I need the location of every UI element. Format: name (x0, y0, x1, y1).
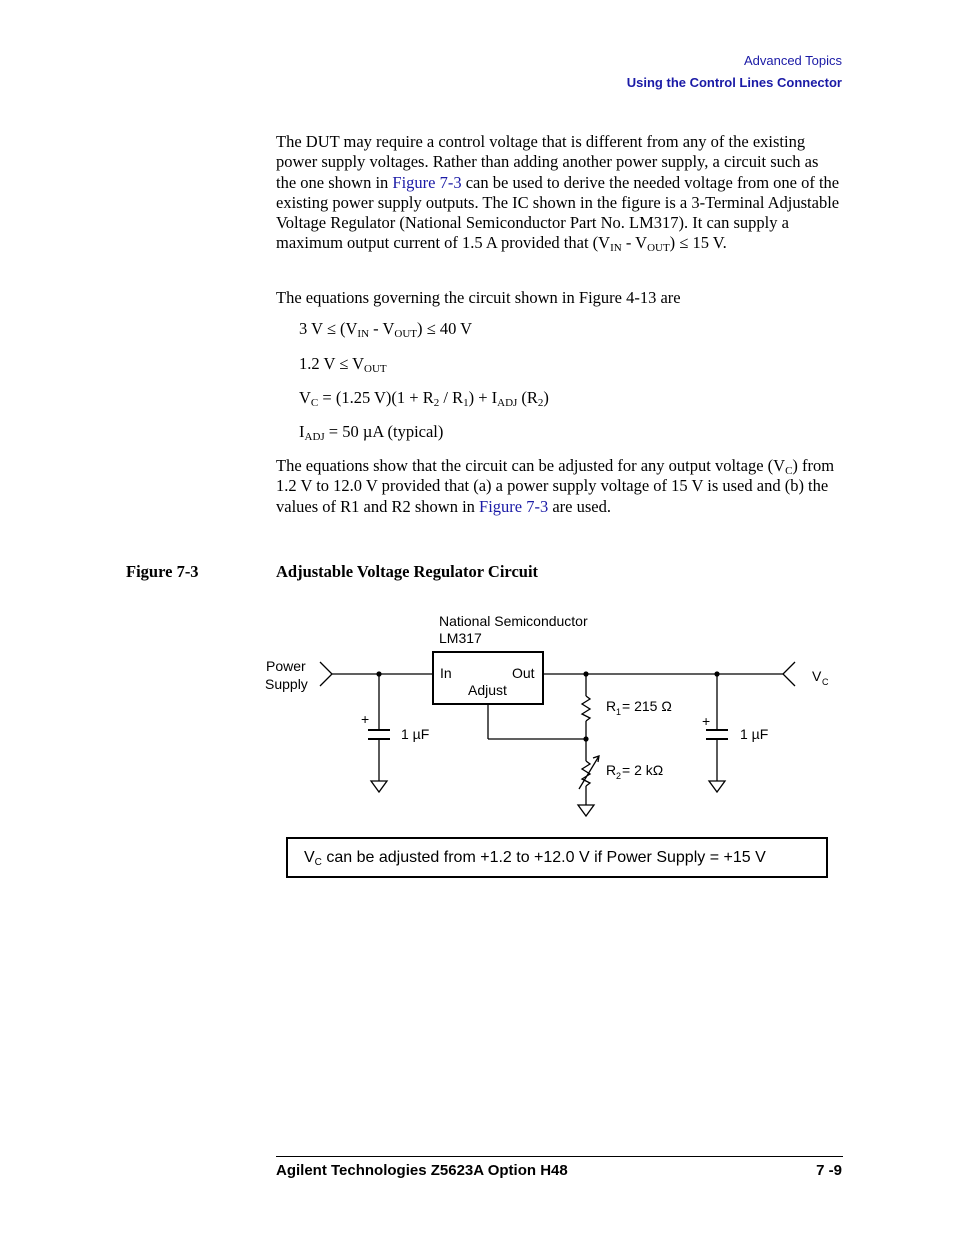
cap1-plus: + (361, 711, 370, 727)
ic-pin-adjust: Adjust (468, 682, 507, 698)
power-supply-label: Power (266, 658, 306, 674)
ic-pin-out: Out (512, 665, 535, 681)
ground-icon (709, 781, 725, 792)
r2-value: = 2 kΩ (622, 762, 664, 778)
power-input-arrow (320, 662, 332, 686)
cap2-value: 1 µF (740, 726, 769, 742)
r1-resistor (582, 696, 590, 721)
equation-2: 1.2 $V \le V_{OUT}$ (299, 354, 387, 375)
ic-label-part: LM317 (439, 630, 482, 646)
r1-label: R (606, 698, 617, 714)
header-section[interactable]: Advanced Topics (743, 53, 842, 68)
ground-icon (578, 805, 594, 816)
cap1-value: 1 µF (401, 726, 430, 742)
paragraph-conclusion: The equations show that the circuit can be adjusted for any output voltage $(V_C)$ from 1.2 V to 12.0 V provided that (a) a power supply voltage of 15 V is used and (b) the values of R1 and R2 shown in Figure 7-3 are used. (276, 456, 835, 516)
figure-link[interactable]: Figure 7-3 (392, 172, 462, 192)
footer-title: Agilent Technologies Z5623A Option H48 (276, 1162, 568, 1179)
paragraph-equations-intro: The equations governing the circuit shown in Figure 4-13 are (276, 288, 681, 307)
ic-label-manufacturer: National Semiconductor (439, 613, 588, 629)
footer-rule (276, 1156, 843, 1157)
header-subsection[interactable]: Using the Control Lines Connector (626, 75, 842, 90)
paragraph-intro: The DUT may require a control voltage that is different from any of the existing power supply voltages. Rather than adding another power supply, a circuit such as the one shown in Figure 7-3 can be used to derive the needed voltage from one of the existing power supply outputs. The IC shown in the figure is a 3-Terminal Adjustable Voltage Regulator (National Semiconductor Part No. LM317). It can supply a maximum output current of 1.5 A provided that $(V_{IN} - V_{OUT}) \le 15$ V. (276, 132, 840, 255)
ground-icon (371, 781, 387, 792)
r2-label-sub: 2 (616, 771, 622, 781)
figure-title: Adjustable Voltage Regulator Circuit (276, 562, 539, 581)
figure-number: Figure 7-3 (126, 562, 199, 581)
vc-output-arrow (783, 662, 795, 686)
r1-value: = 215 Ω (622, 698, 672, 714)
vc-label-sub: C (822, 677, 829, 687)
equation-3: $V_C = (1.25$ $V)(1 + R_2 / R_1) + I_{ADJ}$ $(R_2)$ (299, 388, 549, 409)
circuit-diagram (0, 600, 954, 830)
power-supply-label: Supply (265, 676, 308, 692)
cap2-plus: + (702, 713, 711, 729)
r2-label: R (606, 762, 617, 778)
equation-1: 3 $V \le (V_{IN} - V_{OUT}) \le 40$ V (299, 319, 473, 340)
figure-link[interactable]: Figure 7-3 (479, 496, 549, 516)
equation-4: $I_{ADJ} = 50$ µA (typical) (299, 422, 444, 443)
page-number: 7 -9 (816, 1162, 842, 1179)
r1-label-sub: 1 (616, 707, 622, 717)
vc-label: V (812, 668, 822, 684)
ic-pin-in: In (440, 665, 452, 681)
figure-note: $V_C$ can be adjusted from +1.2 to +12.0 V if Power Supply = +15 V (286, 837, 828, 878)
